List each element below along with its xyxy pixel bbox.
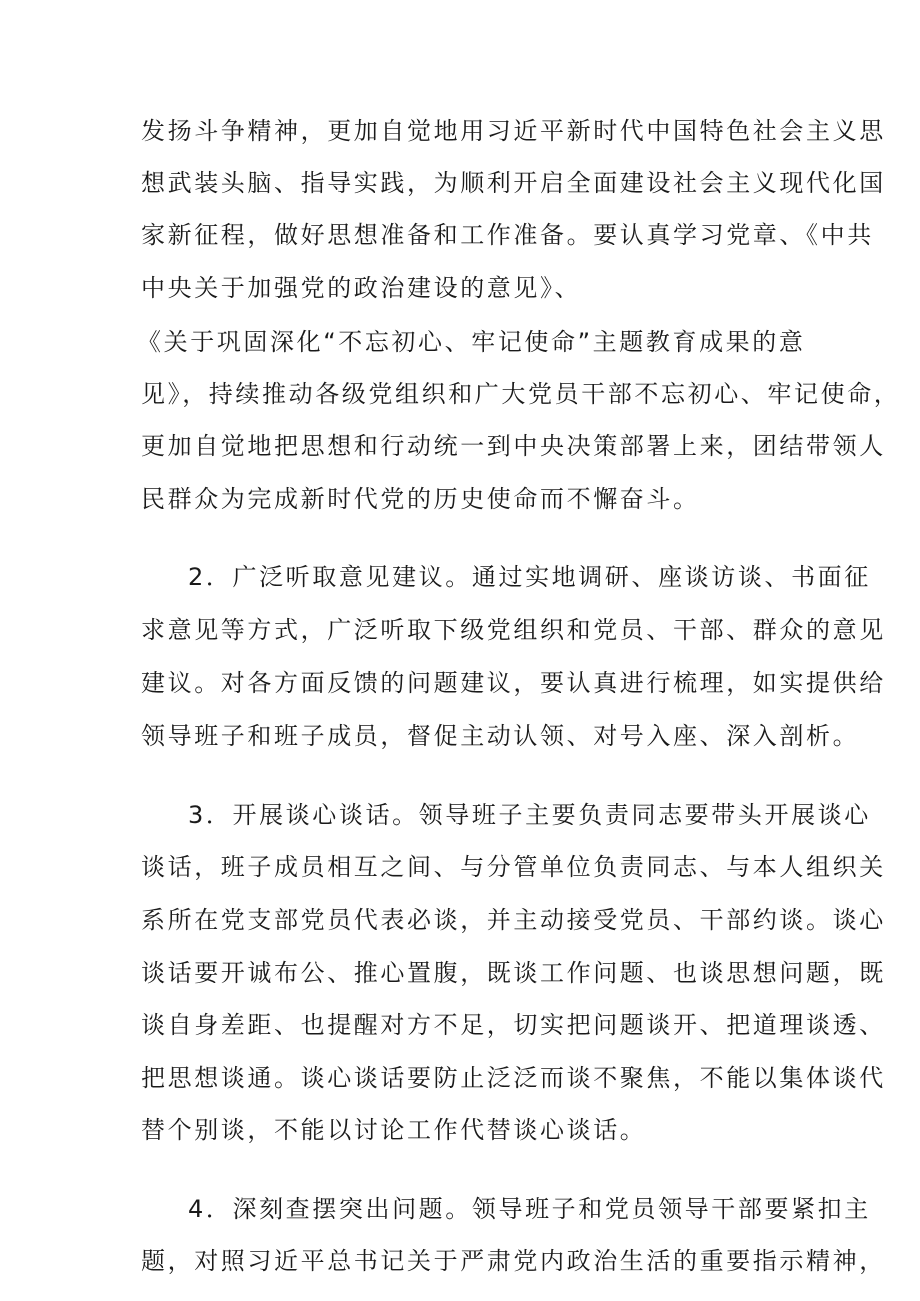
paragraph-3-line-7: 替个别谈，不能以讨论工作代替谈心谈话。 (141, 1116, 647, 1144)
paragraph-4-line-2: 题，对照习近平总书记关于严肃党内政治生活的重要指示精神， (141, 1247, 886, 1275)
paragraph-1-line-4: 中央关于加强党的政治建设的意见》、 (141, 274, 582, 302)
paragraph-1-line-2: 想武装头脑、指导实践，为顺利开启全面建设社会主义现代化国 (141, 169, 886, 197)
paragraph-3-line-6: 把思想谈通。谈心谈话要防止泛泛而谈不聚焦，不能以集体谈代 (141, 1064, 886, 1092)
paragraph-1-line-6: 见》，持续推动各级党组织和广大党员干部不忘初心、牢记使命， (141, 380, 901, 408)
paragraph-1-line-8: 民群众为完成新时代党的历史使命而不懈奋斗。 (141, 485, 700, 513)
paragraph-2-line-2: 求意见等方式，广泛听取下级党组织和党员、干部、群众的意见 (141, 616, 886, 644)
paragraph-2-line-3: 建议。对各方面反馈的问题建议，要认真进行梳理，如实提供给 (141, 669, 886, 697)
paragraph-3-line-5: 谈自身差距、也提醒对方不足，切实把问题谈开、把道理谈透、 (141, 1011, 886, 1039)
paragraph-3-line-4: 谈话要开诚布公、推心置腹，既谈工作问题、也谈思想问题，既 (141, 959, 886, 987)
paragraph-3-line-1: 3．开展谈心谈话。领导班子主要负责同志要带头开展谈心 (188, 801, 871, 829)
paragraph-1-line-5: 《关于巩固深化“不忘初心、牢记使命”主题教育成果的意 (137, 328, 806, 356)
paragraph-1-line-3: 家新征程，做好思想准备和工作准备。要认真学习党章、《中共 (141, 221, 874, 249)
paragraph-4-line-1: 4．深刻查摆突出问题。领导班子和党员领导干部要紧扣主 (188, 1195, 871, 1223)
paragraph-2-line-1: 2．广泛听取意见建议。通过实地调研、座谈访谈、书面征 (188, 563, 871, 591)
paragraph-2-line-4: 领导班子和班子成员，督促主动认领、对号入座、深入剖析。 (141, 722, 860, 750)
paragraph-3-line-3: 系所在党支部党员代表必谈，并主动接受党员、干部约谈。谈心 (141, 906, 886, 934)
paragraph-1-line-7: 更加自觉地把思想和行动统一到中央决策部署上来，团结带领人 (141, 432, 886, 460)
paragraph-1-line-1: 发扬斗争精神，更加自觉地用习近平新时代中国特色社会主义思 (141, 117, 886, 145)
paragraph-3-line-2: 谈话，班子成员相互之间、与分管单位负责同志、与本人组织关 (141, 853, 886, 881)
